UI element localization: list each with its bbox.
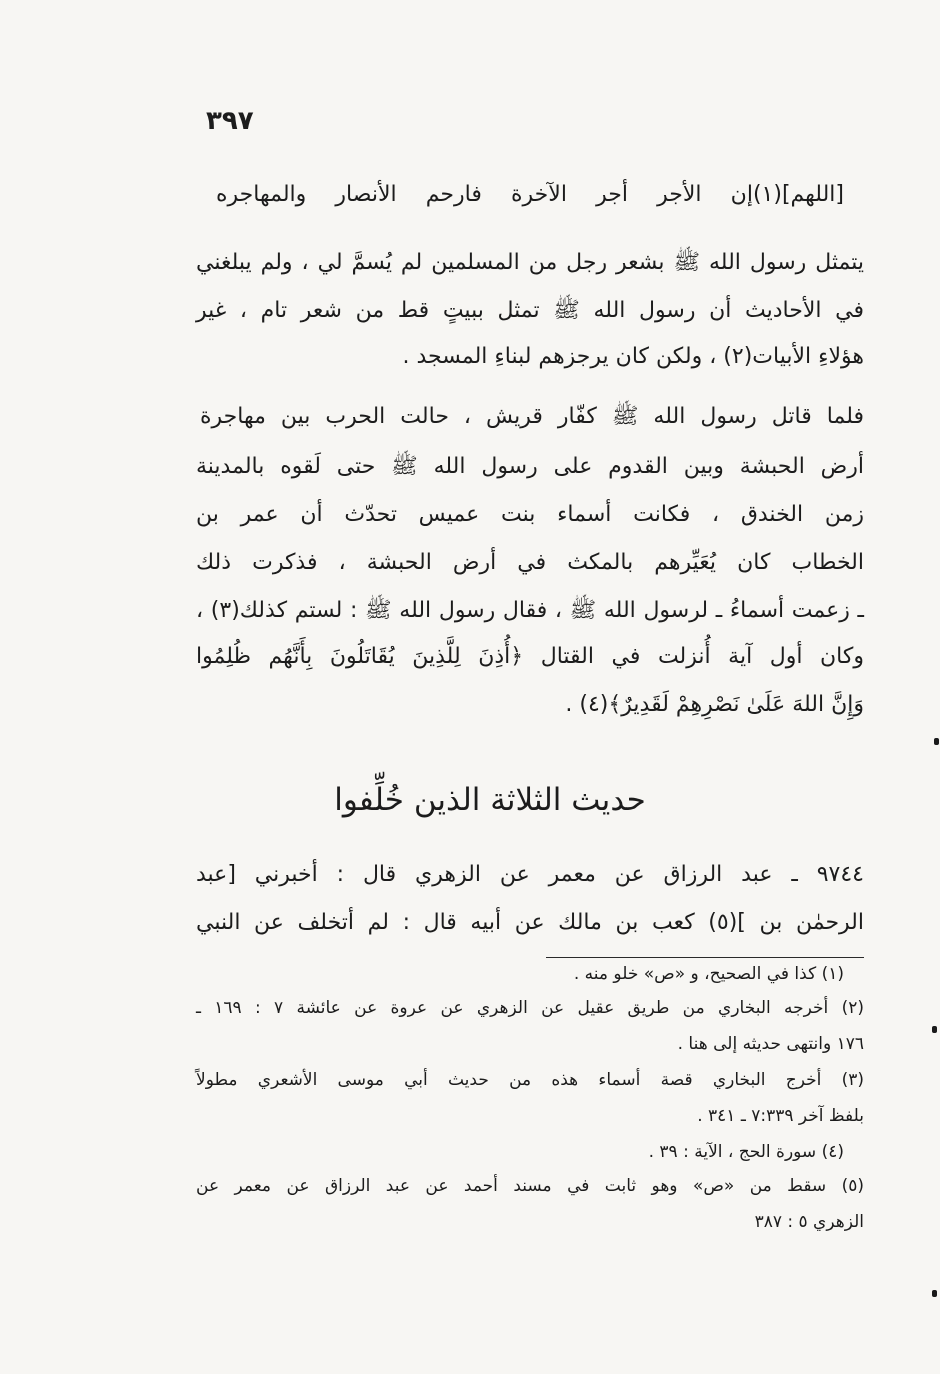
footnote-line: (٢) أخرجه البخاري من طريق عقيل عن الزهري عن عروة عن عائشة ٧ : ١٦٩ ـ — [196, 998, 864, 1018]
footnote-line: (١) كذا في الصحيح، و «ص» خلو منه . — [573, 964, 844, 984]
paragraph-2-line: أرض الحبشة وبين القدوم على رسول الله ﷺ حتى لَقوه بالمدينة — [196, 454, 864, 479]
paragraph-2-line: وَإِنَّ اللهَ عَلَىٰ نَصْرِهِمْ لَقَدِيرٌ﴾(٤) . — [565, 692, 864, 717]
paragraph-2-line: وكان أول آية أُنزلت في القتال ﴿أُذِنَ لِلَّذِينَ يُقَاتَلُونَ بِأَنَّهُم ظُلِمُوا — [196, 644, 864, 669]
section-heading: حديث الثلاثة الذين خُلِّفوا — [334, 782, 646, 818]
paragraph-2-line: ـ زعمت أسماءُ ـ لرسول الله ﷺ ، فقال رسول الله ﷺ : لستم كذلك(٣) ، — [196, 598, 864, 623]
paragraph-2-line: زمن الخندق ، فكانت أسماء بنت عميس تحدّث أن عمر بن — [196, 502, 864, 527]
paragraph-1-line: هؤلاءِ الأبيات(٢) ، ولكن كان يرجزهم لبناءِ المسجد . — [402, 344, 864, 369]
footnote-separator — [546, 957, 864, 958]
paragraph-2-line: فلما قاتل رسول الله ﷺ كفّار قريش ، حالت الحرب بين مهاجرة — [200, 404, 864, 429]
footnote-line: (٣) أخرج البخاري قصة أسماء هذه من حديث أبي موسى الأشعري مطولاً — [196, 1070, 864, 1090]
footnote-line: (٥) سقط من «ص» وهو ثابت في مسند أحمد عن عبد الرزاق عن معمر عن — [196, 1176, 864, 1196]
footnote-line: ١٧٦ وانتهى حديثه إلى هنا . — [677, 1034, 864, 1054]
margin-mark — [934, 738, 939, 745]
margin-mark — [932, 1290, 937, 1297]
paragraph-2-line: الخطاب كان يُعَيِّرهم بالمكث في أرض الحبشة ، فذكرت ذلك — [196, 550, 864, 575]
hadith-line: ٩٧٤٤ ـ عبد الرزاق عن معمر عن الزهري قال : أخبرني [عبد — [196, 862, 864, 887]
page-number: ٣٩٧ — [206, 106, 254, 136]
footnote-line: (٤) سورة الحج ، الآية : ٣٩ . — [648, 1142, 844, 1162]
hadith-line: الرحمٰن بن ](٥) كعب بن مالك عن أبيه قال : لم أتخلف عن النبي — [196, 910, 864, 935]
footnote-line: الزهري ٥ : ٣٨٧ — [754, 1212, 864, 1232]
paragraph-1-line: في الأحاديث أن رسول الله ﷺ تمثل ببيتٍ قط من شعر تام ، غير — [196, 298, 864, 323]
poem-verse: [اللهم](١)إن الأجر أجر الآخرة فارحم الأنصار والمهاجره — [216, 182, 844, 207]
margin-mark — [932, 1026, 937, 1033]
paragraph-1-line: يتمثل رسول الله ﷺ بشعر رجل من المسلمين لم يُسمَّ لي ، ولم يبلغني — [196, 250, 864, 275]
footnote-line: بلفظ آخر ٧:٣٣٩ ـ ٣٤١ . — [697, 1106, 864, 1126]
